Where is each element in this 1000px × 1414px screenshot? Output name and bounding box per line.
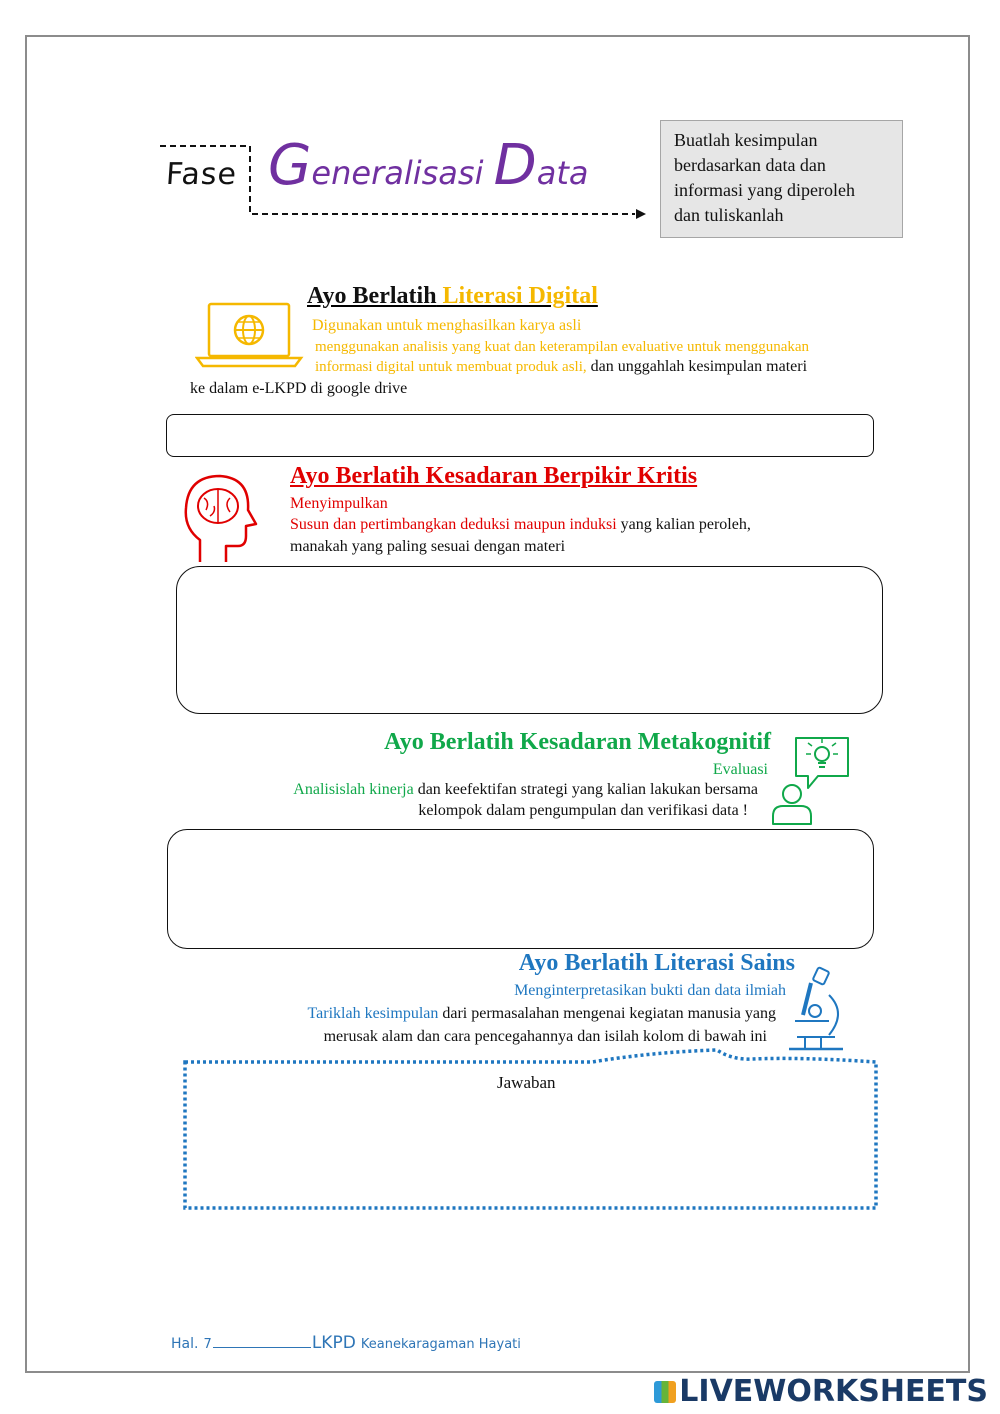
brand-logo: LIVEWORKSHEETS xyxy=(654,1374,988,1409)
literasi-digital-line3: ke dalam e-LKPD di google drive xyxy=(190,380,408,397)
berpikir-kritis-heading: Ayo Berlatih Kesadaran Berpikir Kritis xyxy=(290,463,698,489)
literasi-sains-line2: merusak alam dan cara pencegahannya dan isilah kolom di bawah ini xyxy=(323,1028,767,1045)
literasi-digital-subtitle: Digunakan untuk menghasilkan karya asli xyxy=(312,317,582,334)
metakognitif-subtitle: Evaluasi xyxy=(712,761,768,778)
metakognitif-line2: kelompok dalam pengumpulan dan verifikasi data ! xyxy=(418,802,748,819)
metakognitif-heading: Ayo Berlatih Kesadaran Metakognitif xyxy=(384,729,771,755)
berpikir-kritis-line2: manakah yang paling sesuai dengan materi xyxy=(290,538,566,555)
literasi-sains-line1: Tariklah kesimpulan dari permasalahan mengenai kegiatan manusia yang xyxy=(307,1005,776,1022)
literasi-sains-heading: Ayo Berlatih Literasi Sains xyxy=(518,950,795,976)
literasi-digital-line2: informasi digital untuk membuat produk asli, dan unggahlah kesimpulan materi xyxy=(315,358,808,375)
head-brain-icon xyxy=(180,470,264,566)
metakognitif-answer-field[interactable] xyxy=(167,829,874,949)
literasi-sains-subtitle: Menginterpretasikan bukti dan data ilmiah xyxy=(514,982,786,999)
page-title: Generalisasi Data xyxy=(268,133,589,198)
berpikir-kritis-line1: Susun dan pertimbangkan deduksi maupun induksi yang kalian peroleh, xyxy=(290,516,751,533)
berpikir-kritis-subtitle: Menyimpulkan xyxy=(290,495,388,512)
berpikir-kritis-answer-field[interactable] xyxy=(176,566,883,714)
person-idea-icon xyxy=(770,736,854,828)
microscope-icon xyxy=(785,965,849,1055)
laptop-globe-icon xyxy=(195,300,305,372)
literasi-digital-heading: Ayo Berlatih Literasi Digital xyxy=(307,283,598,309)
answer-label: Jawaban xyxy=(497,1073,556,1092)
instruction-note: Buatlah kesimpulan berdasarkan data dan informasi yang diperoleh dan tuliskanlah xyxy=(660,120,903,238)
page-footer: Hal. 7 LKPD Keanekaragaman Hayati xyxy=(171,1333,521,1353)
metakognitif-line1: Analisislah kinerja dan keefektifan strategi yang kalian lakukan bersama xyxy=(293,781,758,798)
literasi-digital-line1: menggunakan analisis yang kuat dan keterampilan evaluative untuk menggunakan xyxy=(315,339,810,355)
phase-prefix: Fase xyxy=(164,157,239,192)
brand-logo-icon xyxy=(654,1381,676,1403)
literasi-digital-answer-field[interactable] xyxy=(166,414,874,457)
